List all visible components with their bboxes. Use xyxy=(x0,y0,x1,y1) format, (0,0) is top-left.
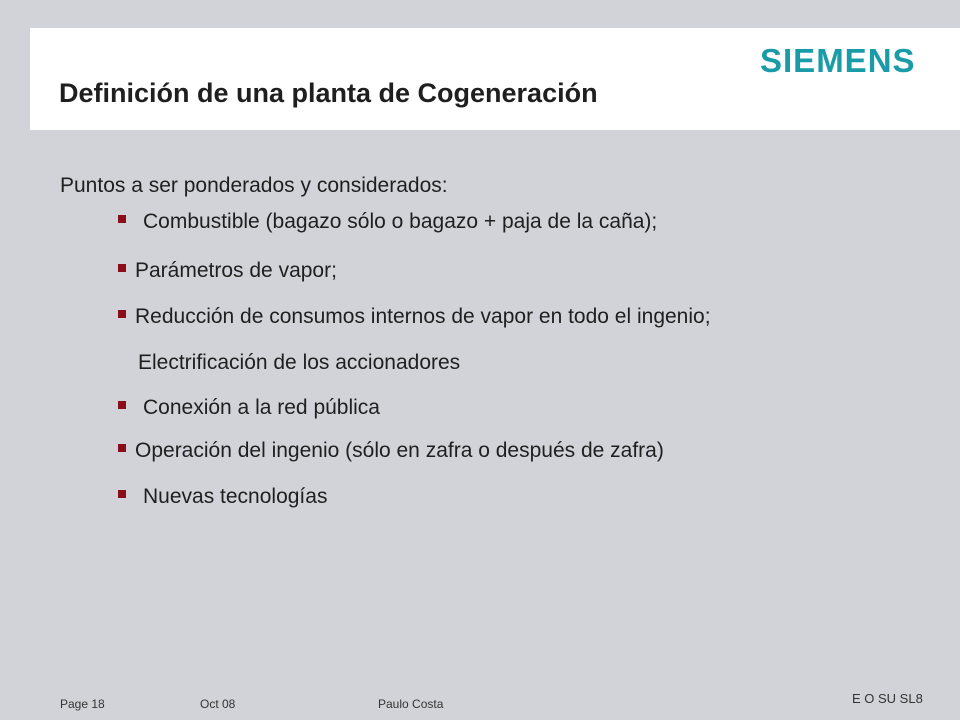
bullet-text: Combustible (bagazo sólo o bagazo + paja de la caña); xyxy=(143,210,658,233)
bullet-item xyxy=(118,439,664,463)
siemens-logo: SIEMENS xyxy=(760,42,916,79)
footer-document-code: E O SU SL8 xyxy=(852,691,923,706)
footer-date: Oct 08 xyxy=(200,697,236,711)
intro-text: Puntos a ser ponderados y considerados: xyxy=(60,174,448,197)
bullet-item xyxy=(118,485,327,509)
bullet-text: Nuevas tecnologías xyxy=(143,485,328,508)
square-bullet-icon xyxy=(118,264,126,272)
bullet-text: Reducción de consumos internos de vapor en todo el ingenio; xyxy=(135,305,711,328)
square-bullet-icon xyxy=(118,490,126,498)
footer-author: Paulo Costa xyxy=(378,697,444,711)
bullet-text: Parámetros de vapor; xyxy=(135,259,337,282)
square-bullet-icon xyxy=(118,444,126,452)
bullet-text: Operación del ingenio (sólo en zafra o después de zafra) xyxy=(135,439,664,462)
square-bullet-icon xyxy=(118,215,126,223)
bullet-item xyxy=(118,305,711,329)
bullet-continuation-text: Electrificación de los accionadores xyxy=(138,351,461,374)
square-bullet-icon xyxy=(118,401,126,409)
slide-title: Definición de una planta de Cogeneración xyxy=(59,78,598,108)
bullet-text: Conexión a la red pública xyxy=(143,396,380,419)
square-bullet-icon xyxy=(118,310,126,318)
bullet-item xyxy=(118,396,380,420)
bullet-item xyxy=(118,259,337,283)
footer-page-number: Page 18 xyxy=(60,697,105,711)
bullet-item xyxy=(118,210,657,234)
